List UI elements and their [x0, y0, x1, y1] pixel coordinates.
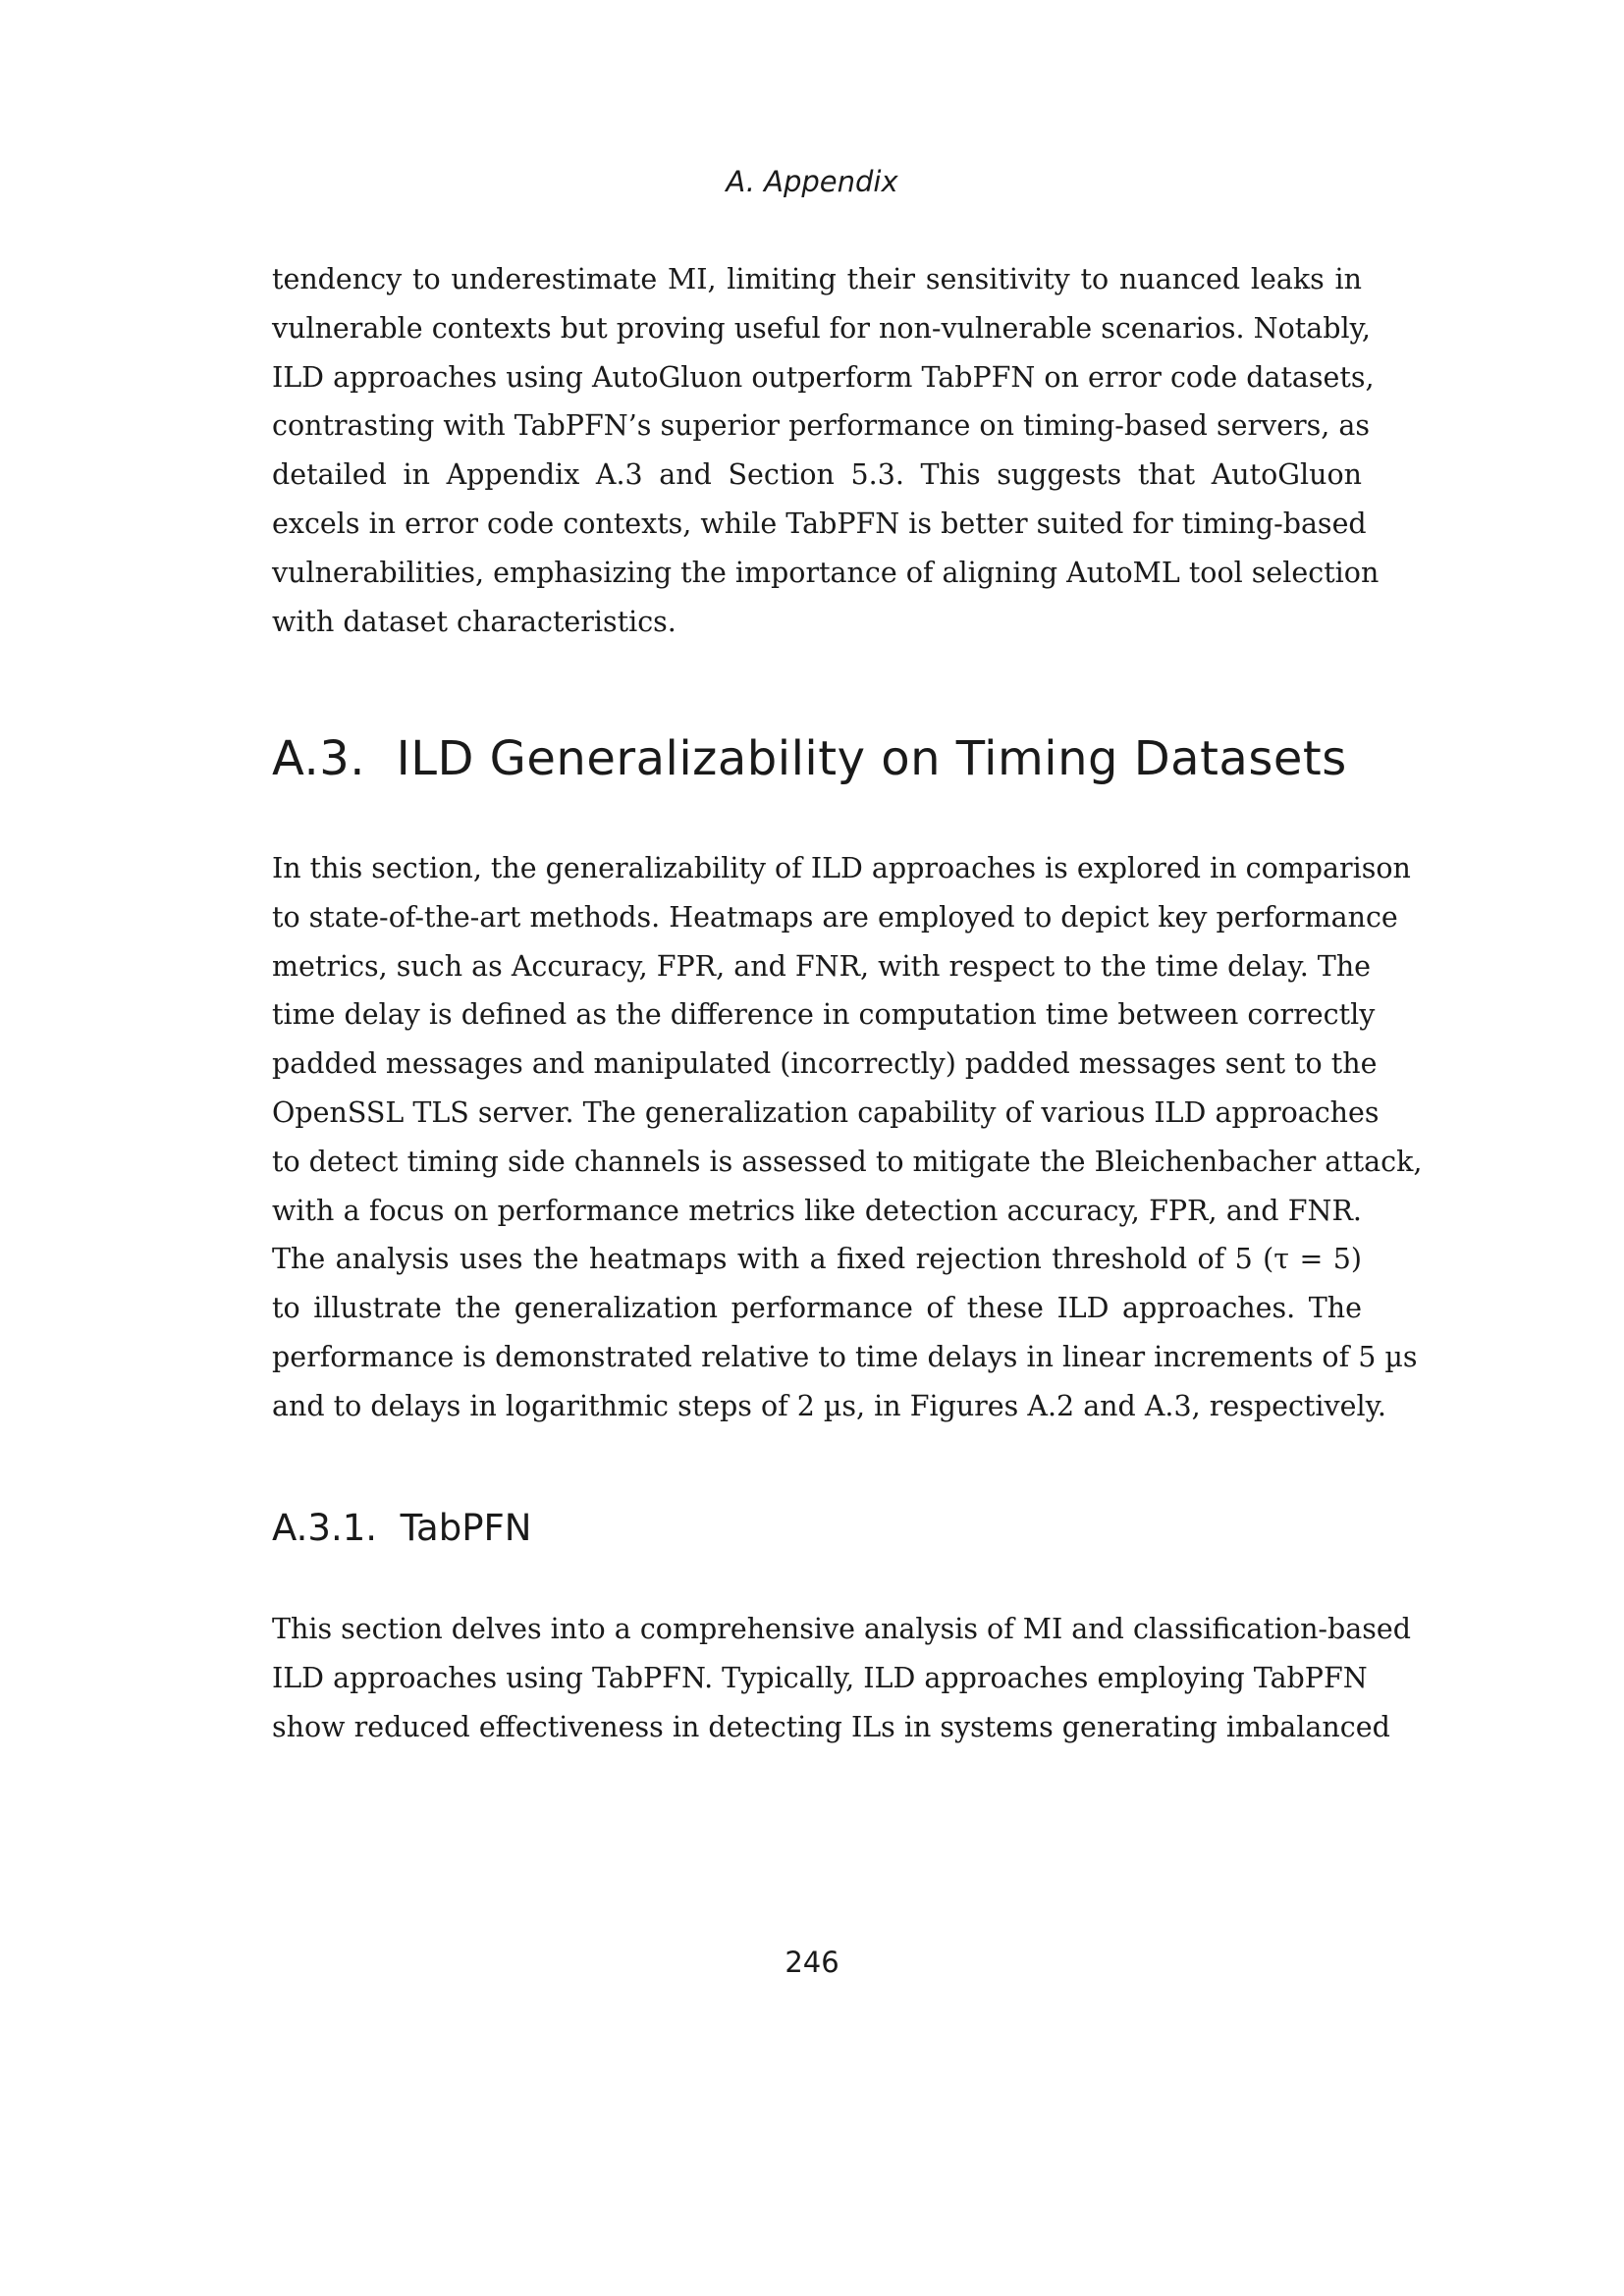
- text-line: tendency to underestimate MI, limiting their sensitivity to nuanced leaks in: [272, 263, 1362, 295]
- text-line: vulnerable contexts but proving useful for non-vulnerable scenarios. Notably,: [272, 311, 1371, 345]
- text-line: padded messages and manipulated (incorrectly) padded messages sent to the: [272, 1047, 1378, 1081]
- running-head: A. Appendix: [726, 165, 898, 198]
- text-line: In this section, the generalizability of ILD approaches is explored in comparison: [272, 852, 1411, 884]
- text-line: This section delves into a comprehensive analysis of MI and classification-based: [272, 1613, 1412, 1645]
- text-line: with dataset characteristics.: [272, 605, 677, 638]
- intro-paragraph: [272, 255, 1380, 646]
- section-title: ILD Generalizability on Timing Datasets: [396, 731, 1347, 786]
- text-line: to state-of-the-art methods. Heatmaps are employed to depict key performance: [272, 900, 1398, 934]
- text-line: detailed in Appendix A.3 and Section 5.3. This suggests that AutoGluon: [272, 458, 1362, 492]
- subsection-paragraph: [272, 1605, 1412, 1751]
- text-line: vulnerabilities, emphasizing the importance of aligning AutoML tool selection: [272, 556, 1380, 589]
- section-paragraph: [272, 844, 1423, 1431]
- text-line: with a focus on performance metrics like detection accuracy, FPR, and FNR.: [272, 1194, 1362, 1227]
- text-line: OpenSSL TLS server. The generalization capability of various ILD approaches: [272, 1095, 1380, 1129]
- text-line: show reduced effectiveness in detecting ILs in systems generating imbalanced: [272, 1710, 1390, 1743]
- text-line: ILD approaches using AutoGluon outperform TabPFN on error code datasets,: [272, 360, 1375, 394]
- text-line: metrics, such as Accuracy, FPR, and FNR, with respect to the time delay. The: [272, 949, 1372, 983]
- subsection-heading: [272, 1507, 531, 1549]
- text-line: contrasting with TabPFN’s superior performance on timing-based servers, as: [272, 409, 1371, 443]
- subsection-number: A.3.1.: [272, 1507, 378, 1549]
- text-line: ILD approaches using TabPFN. Typically, ILD approaches employing TabPFN: [272, 1661, 1368, 1694]
- text-line: performance is demonstrated relative to time delays in linear increments of 5 µs: [272, 1340, 1418, 1373]
- text-line: time delay is defined as the difference in computation time between correctly: [272, 998, 1376, 1032]
- section-heading: [272, 731, 1347, 786]
- page-number: 246: [785, 1946, 839, 1979]
- text-line: to detect timing side channels is assessed to mitigate the Bleichenbacher attack,: [272, 1145, 1423, 1178]
- text-line: and to delays in logarithmic steps of 2 µs, in Figures A.2 and A.3, respectively.: [272, 1389, 1386, 1422]
- section-number: A.3.: [272, 731, 366, 786]
- text-line: excels in error code contexts, while TabPFN is better suited for timing-based: [272, 507, 1367, 540]
- text-line: to illustrate the generalization performance of these ILD approaches. The: [272, 1292, 1362, 1325]
- subsection-title: TabPFN: [400, 1507, 532, 1549]
- text-line: The analysis uses the heatmaps with a fixed rejection threshold of 5 (τ = 5): [272, 1243, 1362, 1276]
